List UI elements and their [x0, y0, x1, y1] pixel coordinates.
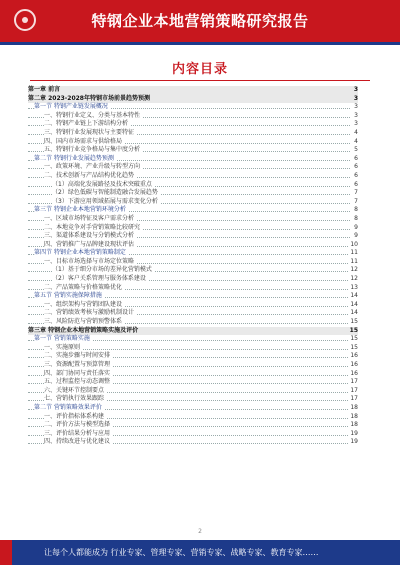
toc-entry[interactable]: [28, 249, 358, 258]
toc-entry[interactable]: [28, 404, 358, 413]
toc-entry-page: 13: [350, 283, 358, 291]
toc-entry-page: 15: [350, 335, 358, 343]
toc-entry-page: 17: [350, 378, 358, 386]
toc-entry-title: 六、关键环节控制要点: [44, 386, 105, 394]
toc-entry-page: 6: [354, 180, 358, 188]
toc-entry[interactable]: [28, 378, 358, 387]
toc-entry-title: 一、实施原则: [44, 343, 81, 351]
toc-entry[interactable]: [28, 438, 358, 447]
toc-entry-page: 8: [354, 214, 358, 222]
toc-entry-page: 17: [350, 395, 358, 403]
toc-entry[interactable]: [28, 86, 358, 95]
toc-entry-page: 3: [354, 103, 358, 111]
toc-entry-title: 一、组织架构与营销团队建设: [44, 300, 123, 308]
toc-entry-page: 3: [354, 120, 358, 128]
toc-entry[interactable]: [28, 215, 358, 224]
toc-entry-title: 三、风险防范与营销预警体系: [44, 318, 123, 326]
toc-entry-title: 第二节 营销策略效果评价: [34, 403, 102, 411]
toc-entry[interactable]: [28, 413, 358, 422]
toc-entry[interactable]: [28, 327, 358, 336]
toc-entry[interactable]: [28, 232, 358, 241]
toc-entry-title: 五、特钢行业竞争格局与集中度分析: [44, 146, 141, 154]
toc-entry-title: 四、营销推广与品牌建设现状评估: [44, 240, 135, 248]
toc-entry-page: 11: [350, 257, 358, 265]
header-divider: [0, 42, 400, 45]
toc-entry[interactable]: [28, 284, 358, 293]
header-bar: [0, 0, 400, 42]
toc-entry[interactable]: [28, 421, 358, 430]
toc-entry-title: 七、营销执行效果跟踪: [44, 395, 105, 403]
toc-entry[interactable]: [28, 172, 358, 181]
toc-entry-page: 16: [350, 369, 358, 377]
toc-entry[interactable]: [28, 275, 358, 284]
toc-entry-page: 14: [350, 292, 358, 300]
toc-entry-title: 第一节 营销策略实施: [34, 335, 90, 343]
toc-entry-page: 11: [350, 249, 358, 257]
footer-accent: [0, 540, 12, 565]
toc-entry-page: 4: [354, 128, 358, 136]
toc-entry-page: 12: [350, 266, 358, 274]
toc-entry-title: 第四节 特钢企业本地营销策略制定: [34, 249, 126, 257]
toc-entry-title: 四、国内市场需求与供给格局: [44, 137, 123, 145]
toc-entry-title: 一、特钢行业定义、分类与基本特性: [44, 111, 141, 119]
toc-entry-title: 第一节 特钢产业链发展概况: [34, 103, 108, 111]
toc-entry[interactable]: [28, 352, 358, 361]
toc-entry[interactable]: [28, 189, 358, 198]
toc-entry[interactable]: [28, 292, 358, 301]
toc-entry[interactable]: [28, 224, 358, 233]
toc-entry-title: 二、产品策略与价格策略优化: [44, 283, 123, 291]
toc-entry-page: 15: [349, 326, 358, 334]
toc-entry-page: 17: [350, 386, 358, 394]
toc-entry-page: 9: [354, 232, 358, 240]
toc-entry-page: 8: [354, 206, 358, 214]
footer-slogan: 让每个人都能成为 行业专家、管理专家、营销专家、战略专家、教育专家……: [44, 548, 319, 557]
toc-entry-page: 15: [350, 318, 358, 326]
toc-entry[interactable]: [28, 95, 358, 104]
toc-entry-title: 三、渠道体系建设与分销模式分析: [44, 232, 135, 240]
toc-entry-page: 19: [350, 438, 358, 446]
toc-title-rule: [30, 80, 370, 81]
toc-entry[interactable]: [28, 266, 358, 275]
toc-entry[interactable]: [28, 146, 358, 155]
toc-entry-title: 二、实施步骤与时间安排: [44, 352, 111, 360]
toc-entry[interactable]: [28, 120, 358, 129]
toc-entry-title: （2）绿色低碳与智能制造融合发展趋势: [52, 189, 158, 197]
toc-entry-page: 14: [350, 300, 358, 308]
toc-entry-title: （2）客户关系管理与服务体系建设: [52, 275, 146, 283]
toc-entry-title: 一、目标市场选择与市场定位策略: [44, 257, 135, 265]
toc-entry-title: 第一章 前言: [28, 86, 61, 93]
toc-entry-title: 第二节 特钢行业发展趋势预测: [34, 154, 114, 162]
toc-entry-title: 第二章 2023-2028年特钢市场前景趋势预测: [28, 94, 150, 102]
toc-entry-page: 7: [354, 197, 358, 205]
toc-entry-title: 第三节 特钢企业本地营销环境分析: [34, 206, 126, 214]
toc-entry-title: （3）下游应用领域拓展与需求变化分析: [52, 197, 158, 205]
toc-entry-page: 12: [350, 275, 358, 283]
toc-entry[interactable]: [28, 129, 358, 138]
toc-entry-page: 7: [354, 189, 358, 197]
toc-entry[interactable]: [28, 181, 358, 190]
toc-entry-title: 二、营销绩效考核与激励机制设计: [44, 309, 135, 317]
toc-entry[interactable]: [28, 138, 358, 147]
toc-entry-title: 四、部门协同与责任落实: [44, 369, 111, 377]
toc-entry[interactable]: [28, 163, 358, 172]
toc-entry-page: 18: [350, 403, 358, 411]
page-number: 2: [198, 528, 202, 535]
toc-entry-page: 10: [350, 240, 358, 248]
toc-entry-page: 3: [353, 86, 358, 93]
toc-entry-title: 一、区域市场特征及客户需求分析: [44, 214, 135, 222]
footer-bar: [0, 540, 400, 565]
toc-entry-title: 三、特钢行业发展现状与主要特征: [44, 128, 135, 136]
toc-entry[interactable]: [28, 335, 358, 344]
toc-entry-title: 一、政策环境、产业升级与转型方向: [44, 163, 141, 171]
toc-entry[interactable]: [28, 103, 358, 112]
toc-entry-page: 18: [350, 421, 358, 429]
report-title: 特钢企业本地营销策略研究报告: [91, 12, 309, 30]
toc-entry-title: 三、评价结果分析与应用: [44, 429, 111, 437]
table-of-contents: [28, 86, 358, 447]
toc-entry-page: 3: [353, 94, 358, 102]
toc-entry[interactable]: [28, 318, 358, 327]
toc-entry-title: 二、评价方法与模型选择: [44, 421, 111, 429]
toc-entry[interactable]: [28, 309, 358, 318]
toc-entry-page: 6: [354, 154, 358, 162]
toc-entry-title: 四、持续改进与优化建议: [44, 438, 111, 446]
toc-entry-page: 6: [354, 171, 358, 179]
toc-entry-page: 5: [354, 146, 358, 154]
toc-entry-page: 3: [354, 111, 358, 119]
toc-entry[interactable]: [28, 361, 358, 370]
toc-entry-page: 14: [350, 309, 358, 317]
toc-entry[interactable]: [28, 370, 358, 379]
toc-entry-title: 二、技术创新与产品结构优化趋势: [44, 171, 135, 179]
toc-entry-page: 18: [350, 412, 358, 420]
toc-entry-page: 16: [350, 352, 358, 360]
toc-entry[interactable]: [28, 241, 358, 250]
toc-entry-page: 9: [354, 223, 358, 231]
toc-entry-page: 6: [354, 163, 358, 171]
toc-entry-title: （1）基于细分市场的差异化营销模式: [52, 266, 152, 274]
toc-entry-title: 五、过程监控与动态调整: [44, 378, 111, 386]
toc-entry-title: 二、本地竞争对手营销策略比较研究: [44, 223, 141, 231]
toc-entry-title: 三、资源配置与预算管理: [44, 361, 111, 368]
toc-entry[interactable]: [28, 395, 358, 404]
toc-entry-title: 第五节 营销实施保障措施: [34, 292, 102, 300]
toc-entry-title: 第三章 特钢企业本地营销策略实施及评价: [28, 326, 139, 334]
toc-entry[interactable]: [28, 206, 358, 215]
toc-entry-page: 4: [354, 137, 358, 145]
toc-entry-title: 二、特钢产业链上下游结构分析: [44, 120, 129, 128]
toc-entry-title: 一、评价指标体系构建: [44, 412, 105, 420]
toc-entry-page: 16: [350, 361, 358, 368]
toc-entry-title: （1）高端化发展路径及技术突破重点: [52, 180, 152, 188]
toc-title: 内容目录: [171, 62, 228, 77]
toc-entry-page: 19: [350, 429, 358, 437]
toc-entry-page: 15: [350, 343, 358, 351]
